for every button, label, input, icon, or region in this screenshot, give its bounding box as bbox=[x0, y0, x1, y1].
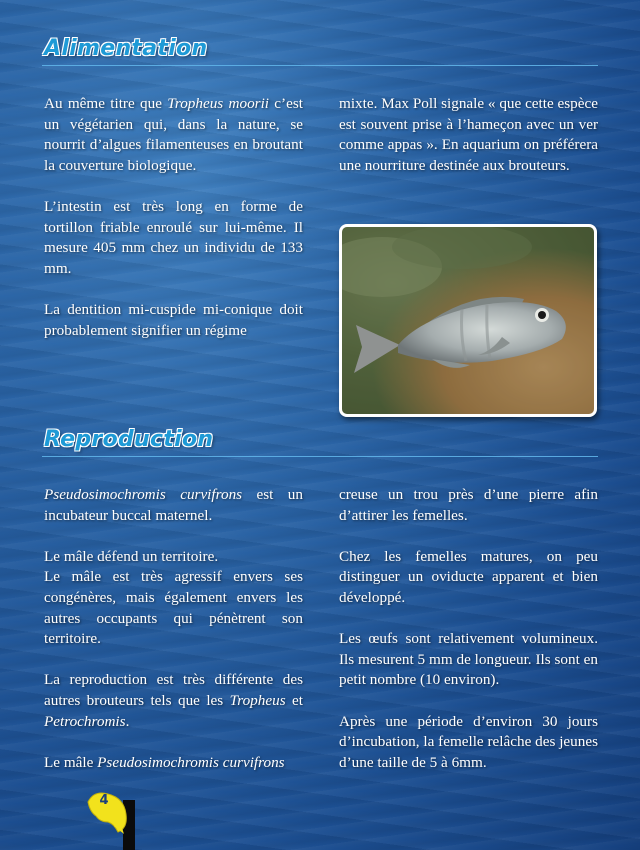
alimentation-right-column bbox=[339, 94, 598, 197]
paragraph: creuse un trou près d’une pierre afin d’attirer les femelles. bbox=[339, 486, 598, 524]
paragraph: L’intestin est très long en forme de tortillon friable enroulé sur lui-même. Il mesure 405 mm chez un individu de 133 mm. bbox=[44, 197, 303, 277]
section-divider bbox=[42, 65, 598, 66]
alimentation-left-column bbox=[44, 94, 303, 362]
paragraph: Chez les femelles matures, on peu distinguer un oviducte apparent et bien développé. bbox=[339, 547, 598, 606]
paragraph: Le mâle Pseudosimochromis curvifrons bbox=[44, 753, 285, 771]
fish-illustration bbox=[342, 227, 594, 414]
paragraph: Le mâle défend un territoire. Le mâle est très agressif envers ses congénères, mais également envers les autres occupants qui pénètrent son territoire. bbox=[44, 547, 303, 648]
paragraph: Pseudosimochromis curvifrons est un incubateur buccal maternel. bbox=[44, 486, 303, 524]
paragraph: Après une période d’environ 30 jours d’incubation, la femelle relâche des jeunes d’une taille de 5 à 6mm. bbox=[339, 712, 598, 771]
reproduction-left-column bbox=[44, 485, 303, 794]
paragraph: La dentition mi-cuspide mi-conique doit probablement signifier un régime bbox=[44, 300, 303, 339]
section-title-reproduction: Reproduction bbox=[44, 427, 214, 452]
section-title-alimentation: Alimentation bbox=[44, 36, 208, 61]
paragraph: Au même titre que Tropheus moorii c’est un végétarien qui, dans la nature, se nourrit d’algues filamenteuses en broutant la couverture biologique. bbox=[44, 95, 303, 174]
section-divider bbox=[42, 456, 598, 457]
fish-photo bbox=[339, 224, 597, 417]
page-number: 4 bbox=[99, 793, 109, 808]
paragraph: La reproduction est très différente des autres brouteurs tels que les Tropheus et Petrochromis. bbox=[44, 671, 303, 730]
reproduction-right-column bbox=[339, 485, 598, 794]
paragraph: mixte. Max Poll signale « que cette espèce est souvent prise à l’hameçon avec un ver comme appas ». En aquarium on préférera une nourriture destinée aux brouteurs. bbox=[339, 95, 598, 174]
paragraph: Les œufs sont relativement volumineux. Ils mesurent 5 mm de longueur. Ils sont en petit nombre (10 environ). bbox=[339, 630, 598, 689]
